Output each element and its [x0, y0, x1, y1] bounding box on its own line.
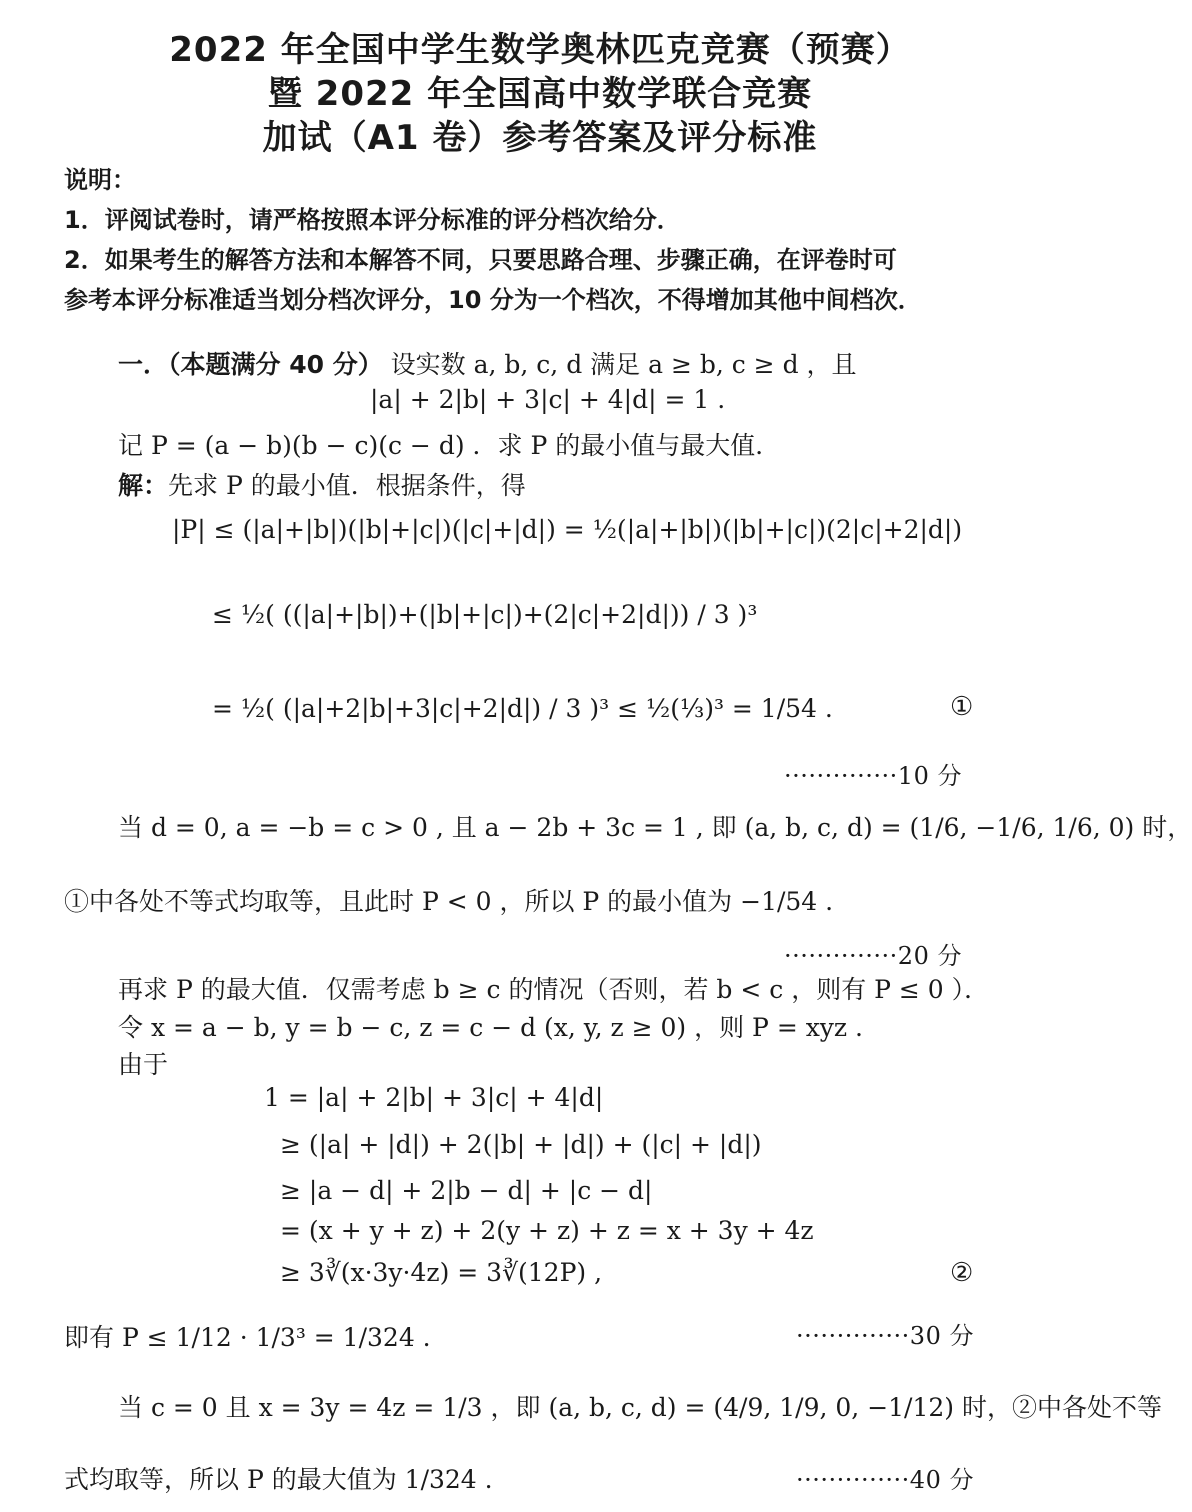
title-line-1: 2022 年全国中学生数学奥林匹克竞赛（预赛）	[169, 30, 911, 70]
title-line-3: 加试（A1 卷）参考答案及评分标准	[262, 118, 818, 158]
inequality-2: ≥ (|a| + |d|) + 2(|b| + |d|) + (|c| + |d|)	[280, 1130, 762, 1159]
inequality-4: = (x + y + z) + 2(y + z) + z = x + 3y + 4z	[280, 1216, 814, 1245]
solution-intro	[118, 466, 526, 502]
solution-label: 解：	[118, 471, 169, 500]
inequality-3: ≥ |a − d| + 2|b − d| + |c − d|	[280, 1176, 653, 1205]
equation-2: ≤ ½( ((|a|+|b|)+(|b|+|c|)+(2|c|+2|d|)) / 3 )³	[212, 600, 758, 629]
problem-label: 一．（本题满分 40 分）	[118, 350, 383, 379]
problem-stmt-3: 记 P = (a − b)(b − c)(c − d) ．求 P 的最小值与最大值．	[118, 431, 781, 460]
max-line-2: 令 x = a − b, y = b − c, z = c − d (x, y, z ≥ 0) ，则 P = xyz .	[118, 1013, 863, 1042]
equation-3: = ½( (|a|+2|b|+3|c|+2|d|) / 3 )³ ≤ ½(⅓)³ = 1/54 .	[212, 694, 833, 723]
title-line-2: 暨 2022 年全国高中数学联合竞赛	[267, 74, 813, 114]
solution-line-1: 先求 P 的最小值．根据条件，得	[168, 471, 526, 500]
notes-item-2a: 2．如果考生的解答方法和本解答不同，只要思路合理、步骤正确，在评卷时可	[64, 246, 897, 274]
max-line-1: 再求 P 的最大值．仅需考虑 b ≥ c 的情况（否则，若 b < c ，则有 P ≤ 0 ）．	[118, 975, 990, 1004]
problem-stmt-1: 设实数 a, b, c, d 满足 a ≥ b, c ≥ d ，且	[390, 350, 857, 379]
min-equality-case: 当 d = 0, a = −b = c > 0 , 且 a − 2b + 3c = 1 , 即 (a, b, c, d) = (1/6, −1/6, 1/6, 0) 时，	[118, 813, 1192, 842]
min-conclusion: ①中各处不等式均取等，且此时 P < 0 ，所以 P 的最小值为 −1/54 .	[64, 887, 834, 916]
max-line-3: 由于	[118, 1050, 169, 1079]
inequality-5: ≥ 3∛(x·3y·4z) = 3∛(12P) ,	[280, 1258, 603, 1287]
score-20: ··············20 分	[784, 942, 962, 970]
max-conclusion: 式均取等，所以 P 的最大值为 1/324 .	[64, 1465, 493, 1494]
problem-constraint: |a| + 2|b| + 3|c| + 4|d| = 1 .	[370, 385, 726, 414]
equation-marker-2: ②	[950, 1258, 974, 1288]
equation-1: |P| ≤ (|a|+|b|)(|b|+|c|)(|c|+|d|) = ½(|a|+|b|)(|b|+|c|)(2|c|+2|d|)	[172, 515, 963, 544]
problem-statement	[118, 345, 857, 381]
notes-item-1: 1．评阅试卷时，请严格按照本评分标准的评分档次给分．	[64, 206, 681, 234]
notes-item-2b: 参考本评分标准适当划分档次评分，10 分为一个档次，不得增加其他中间档次．	[64, 286, 922, 314]
score-30: ··············30 分	[796, 1322, 974, 1350]
score-40: ··············40 分	[796, 1466, 974, 1494]
max-equality-case: 当 c = 0 且 x = 3y = 4z = 1/3 ，即 (a, b, c, d) = (4/9, 1/9, 0, −1/12) 时，②中各处不等	[118, 1393, 1162, 1422]
max-bound-result: 即有 P ≤ 1/12 · 1/3³ = 1/324 .	[64, 1323, 431, 1352]
notes-heading: 说明：	[64, 166, 136, 194]
equation-marker-1: ①	[950, 692, 974, 722]
inequality-1: 1 = |a| + 2|b| + 3|c| + 4|d|	[264, 1083, 604, 1112]
score-10: ··············10 分	[784, 762, 962, 790]
